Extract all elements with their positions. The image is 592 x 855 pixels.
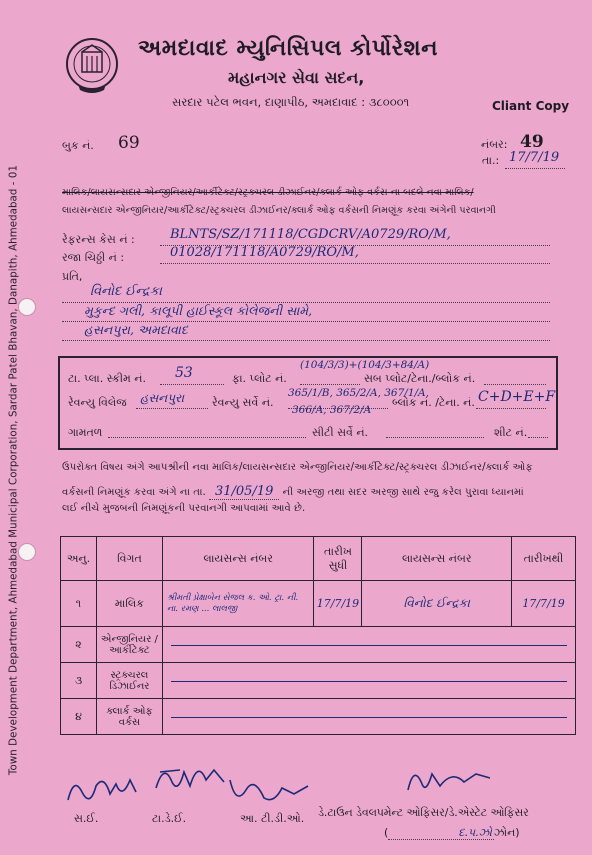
- row-serial: ૧: [61, 581, 97, 627]
- recipient-name: વિનોદ ઈન્દ્રકા: [90, 284, 162, 299]
- header-license-old: લાયસન્સ નંબર: [162, 537, 314, 581]
- row-strike-cell: [162, 699, 575, 735]
- copy-label: Cliant Copy: [492, 99, 570, 113]
- header-serial: અનુ.: [61, 537, 97, 581]
- row-detail: એન્જીનિયર / આર્કીટેક્ટ: [96, 627, 162, 663]
- header-detail: વિગત: [96, 537, 162, 581]
- body-line-2: [62, 484, 524, 499]
- recipient-label: પ્રતિ,: [62, 270, 83, 283]
- date-label: તા.:: [482, 154, 500, 167]
- revenue-survey-value-1: 365/1/B, 365/2/A, 367/1/A,: [288, 387, 429, 399]
- signature-atdo: [224, 770, 314, 814]
- row-license-old: શ્રીમતી પ્રેક્ષાબેન સેજલ ક. ઓ. ટ્રા. ની. ના. રમણ ... લાલજી: [162, 581, 314, 627]
- row-detail: સ્ટ્રક્ચરલ ડિઝાઈનર: [96, 663, 162, 699]
- header-date-to: તારીખ સુધી: [314, 537, 362, 581]
- body-line-2-start: વર્કસની નિમણૂંક કરવા અંગે ના તા.: [62, 487, 206, 498]
- letter-label: રજા ચિઠ્ઠી નં :: [62, 251, 125, 264]
- reference-label: રેફરન્સ કેસ નં :: [62, 233, 135, 246]
- city-survey-label: સીટી સર્વે નં.: [312, 426, 369, 439]
- row-strike-cell: [162, 627, 575, 663]
- body-line-1: ઉપરોક્ત વિષય અંગે આપશ્રીની નવા માલિક/લાયસન્સદાર એન્જીનિયર/આર્કીટેક્ટ/સ્ટ્રક્ચરલ ડીઝાઈનર/ક્લાર્ક ઓફ: [62, 462, 533, 473]
- letter-line: [160, 263, 550, 264]
- label-atdo: આ. ટી.ડી.ઓ.: [240, 812, 305, 825]
- gamtal-label: ગામતળ: [68, 426, 103, 439]
- revenue-survey-label: રેવન્યુ સર્વે નં.: [212, 396, 274, 409]
- zone-line: [384, 826, 520, 840]
- row-strike-cell: [162, 663, 575, 699]
- side-department-text: Town Development Department, Ahmedabad Municipal Corporation, Sardar Patel Bhavan, Danapith, Ahmedabad - 01: [8, 164, 20, 776]
- block-line: [476, 408, 546, 409]
- final-plot-label: ફા. પ્લોટ નં.: [232, 372, 287, 385]
- table-row: [61, 699, 576, 735]
- block-label: બ્લોક નં. /ટેના. નં.: [392, 396, 475, 409]
- recipient-address-1: મુકુન્દ ગલી, કાલૂપી હાઈસ્કૂલ કોલેજની સામે,: [84, 303, 313, 318]
- application-date: 31/05/19: [209, 484, 279, 500]
- recipient-line-3: [62, 340, 550, 341]
- header-license-new: લાયસન્સ નંબર: [362, 537, 512, 581]
- office-address: સરદાર પટેલ ભવન, દાણાપીઠ, અમદાવાદ : ૩૮૦૦૦૧: [172, 95, 410, 109]
- number-label: નંબર:: [481, 138, 508, 151]
- signature-se: [64, 770, 144, 814]
- row-detail: માલિક: [96, 581, 162, 627]
- label-se: સ.ઈ.: [74, 812, 99, 825]
- block-value: C+D+E+F: [478, 389, 556, 405]
- zone-open: (: [384, 826, 389, 839]
- number-value: 49: [520, 132, 544, 152]
- label-tde: ટા.ડે.ઈ.: [152, 812, 187, 825]
- row-serial: ૪: [61, 699, 97, 735]
- revenue-village-line: [136, 408, 208, 409]
- table-row: [61, 581, 576, 627]
- zone-close: ઝોન): [493, 826, 520, 839]
- signature-dto: [404, 760, 494, 804]
- row-date-from: 17/7/19: [512, 581, 576, 627]
- final-plot-line: [300, 384, 360, 385]
- label-dto: ડે.ટાઉન ડેવલપમેન્ટ ઓફિસર/ડે.એસ્ટેટ ઓફિસર: [318, 806, 529, 819]
- reference-value: BLNTS/SZ/171118/CGDCRV/A0729/RO/M,: [170, 227, 451, 242]
- amc-emblem: [64, 36, 120, 96]
- strike-line: [171, 717, 567, 718]
- signature-tde: [150, 752, 230, 806]
- subject-line-1: માલિક/લાયસન્સદાર એન્જીનિયર/આર્કીટેક્ટ/સ્ટ્રક્ચરલ ડીઝાઈનર/ક્લાર્ક ઓફ વર્કસ ના બદલે નવા માલિક/: [62, 187, 474, 198]
- row-date-to: 17/7/19: [314, 581, 362, 627]
- revenue-village-label: રેવન્યુ વિલેજ: [68, 396, 127, 409]
- tp-scheme-label: ટા. પ્લા. સ્કીમ નં.: [68, 372, 146, 385]
- date-line: [505, 168, 565, 169]
- row-license-new: વિનોદ ઈન્દ્રકા: [362, 581, 512, 627]
- sheet-line: [528, 437, 548, 438]
- gamtal-line: [108, 437, 306, 438]
- city-survey-line: [386, 437, 484, 438]
- recipient-address-2: હસનપુરા, અમદાવાદ: [84, 322, 188, 337]
- subplot-line: [484, 384, 546, 385]
- strike-line: [171, 645, 567, 646]
- zone-value: દ.પ.ઝો: [388, 826, 494, 840]
- book-label: બુક નં.: [62, 139, 94, 152]
- sheet-label: શીટ નં.: [494, 426, 528, 439]
- letter-value: 01028/171118/A0729/RO/M,: [170, 245, 359, 260]
- appointment-table: [60, 536, 576, 735]
- strike-line: [171, 681, 567, 682]
- row-detail: ક્લાર્ક ઓફ વર્કસ: [96, 699, 162, 735]
- table-row: [61, 627, 576, 663]
- header-date-from: તારીખથી: [512, 537, 576, 581]
- book-value: 69: [118, 133, 140, 153]
- final-plot-value: (104/3/3)+(104/3+84/A): [300, 359, 430, 371]
- tp-scheme-value: 53: [175, 365, 193, 381]
- corporation-name: અમદાવાદ મ્યુનિસિપલ કોર્પોરેશન: [138, 36, 439, 61]
- table-row: [61, 663, 576, 699]
- row-serial: ૨: [61, 627, 97, 663]
- body-line-3: લઈ નીચે મુજબની નિમણૂંકની પરવાનગી આપવામાં આવે છે.: [62, 503, 306, 514]
- row-serial: ૩: [61, 663, 97, 699]
- revenue-village-value: હસનપુરા: [140, 391, 185, 405]
- date-value: 17/7/19: [509, 150, 560, 165]
- body-line-2-end: ની અરજી તથા સદર અરજી સાથે રજુ કરેલ પુરાવા ધ્યાનમાં: [282, 487, 524, 498]
- punch-hole-top: [18, 298, 36, 316]
- office-name: મહાનગર સેવા સદન,: [228, 68, 365, 87]
- tp-scheme-line: [160, 384, 224, 385]
- table-header-row: [61, 537, 576, 581]
- punch-hole-bottom: [18, 543, 36, 561]
- revenue-survey-value-2: 366/A, 367/2/A: [292, 404, 372, 416]
- revenue-survey-line: [288, 408, 388, 409]
- subject-line-2: લાયસન્સદાર એન્જીનિયર/આર્કીટેક્ટ/સ્ટ્રક્ચરલ ડીઝાઈનર/ક્લાર્ક ઓફ વર્કસની નિમણૂંક કરવા અંગેની પરવાનગી: [62, 205, 496, 216]
- subplot-label: સબ પ્લોટ/ટેના./બ્લોક નં.: [364, 372, 476, 385]
